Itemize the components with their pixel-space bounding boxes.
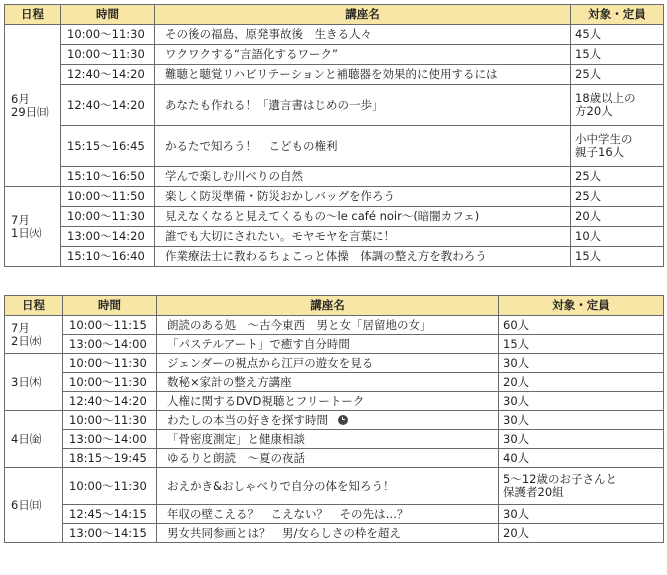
course-title-cell bbox=[157, 411, 499, 430]
time-cell: 10:00～11:30 bbox=[63, 354, 157, 373]
date-line: 1日㈫ bbox=[11, 225, 42, 240]
course-title-cell bbox=[155, 167, 571, 187]
time-cell: 12:40～14:20 bbox=[63, 392, 157, 411]
capacity-line: 20人 bbox=[503, 374, 530, 389]
course-title-cell bbox=[157, 505, 499, 524]
capacity-cell bbox=[499, 505, 664, 524]
date-cell bbox=[5, 354, 63, 411]
table-row bbox=[5, 25, 664, 45]
course-title: 「パステルアート」で癒す自分時間 bbox=[167, 336, 350, 351]
capacity-line: 10人 bbox=[575, 229, 602, 243]
capacity-cell bbox=[499, 468, 664, 505]
time-cell: 10:00～11:30 bbox=[63, 411, 157, 430]
course-title-cell bbox=[157, 468, 499, 505]
course-title: 数秘×家計の整え方講座 bbox=[167, 374, 292, 389]
capacity-cell bbox=[499, 316, 664, 335]
course-title-cell bbox=[155, 187, 571, 207]
capacity-line: 25人 bbox=[575, 169, 602, 183]
course-title: ジェンダーの視点から江戸の遊女を見る bbox=[167, 355, 374, 370]
table-row bbox=[5, 126, 664, 167]
course-title-cell bbox=[157, 449, 499, 468]
course-title: 男女共同参画とは？ 男/女らしさの枠を超え bbox=[167, 525, 401, 540]
course-title: おえかき&おしゃべりで自分の体を知ろう！ bbox=[167, 478, 395, 493]
capacity-line: 15人 bbox=[575, 249, 602, 263]
header-date: 日程 bbox=[5, 296, 63, 316]
capacity-line: 60人 bbox=[503, 317, 530, 332]
time-cell: 13:00～14:20 bbox=[61, 227, 155, 247]
table-row bbox=[5, 430, 664, 449]
course-title: 作業療法士に教わるちょこっと体操 体調の整え方を教わろう bbox=[165, 249, 487, 263]
time-cell: 10:00～11:30 bbox=[61, 207, 155, 227]
time-cell: 18:15～19:45 bbox=[63, 449, 157, 468]
course-title-cell bbox=[155, 85, 571, 126]
capacity-cell bbox=[571, 45, 664, 65]
header-capacity: 対象・定員 bbox=[571, 5, 664, 25]
time-cell: 12:40～14:20 bbox=[61, 65, 155, 85]
course-title-cell bbox=[157, 373, 499, 392]
capacity-line: 18歳以上の bbox=[575, 91, 636, 105]
table-row bbox=[5, 316, 664, 335]
table-row bbox=[5, 65, 664, 85]
course-title-cell bbox=[155, 25, 571, 45]
capacity-cell bbox=[571, 187, 664, 207]
course-title-cell bbox=[155, 227, 571, 247]
table-row bbox=[5, 392, 664, 411]
capacity-line: 小中学生の bbox=[575, 132, 633, 146]
capacity-cell bbox=[571, 247, 664, 267]
table-row bbox=[5, 167, 664, 187]
course-title: 誰でも大切にされたい。モヤモヤを言葉に！ bbox=[165, 229, 395, 243]
header-time: 時間 bbox=[63, 296, 157, 316]
course-title-cell bbox=[157, 524, 499, 543]
time-cell: 12:40～14:20 bbox=[61, 85, 155, 126]
date-line: 29日㈰ bbox=[11, 104, 49, 119]
capacity-cell bbox=[499, 524, 664, 543]
date-line: 6月 bbox=[11, 91, 30, 106]
time-cell: 10:00～11:15 bbox=[63, 316, 157, 335]
capacity-line: 15人 bbox=[575, 47, 602, 61]
table-row bbox=[5, 505, 664, 524]
date-line: 6日㈰ bbox=[11, 497, 42, 512]
capacity-line: 親子16人 bbox=[575, 145, 625, 159]
capacity-line: 20人 bbox=[503, 525, 530, 540]
time-cell: 10:00～11:50 bbox=[61, 187, 155, 207]
capacity-cell bbox=[499, 430, 664, 449]
capacity-cell bbox=[571, 227, 664, 247]
clock-icon bbox=[338, 415, 348, 425]
date-cell bbox=[5, 411, 63, 468]
table-row bbox=[5, 373, 664, 392]
course-title: あなたも作れる！「遺言書はじめの一歩」 bbox=[165, 97, 384, 112]
date-cell bbox=[5, 25, 61, 187]
table-row bbox=[5, 354, 664, 373]
table-row bbox=[5, 207, 664, 227]
course-title-cell bbox=[155, 126, 571, 167]
capacity-cell bbox=[571, 207, 664, 227]
course-title-cell bbox=[155, 247, 571, 267]
capacity-line: 25人 bbox=[575, 189, 602, 203]
capacity-cell bbox=[499, 449, 664, 468]
capacity-line: 30人 bbox=[503, 393, 530, 408]
capacity-cell bbox=[571, 126, 664, 167]
time-cell: 10:00～11:30 bbox=[61, 25, 155, 45]
table-row bbox=[5, 227, 664, 247]
course-title: 「骨密度測定」と健康相談 bbox=[167, 431, 305, 446]
capacity-line: 5～12歳のお子さんと bbox=[503, 472, 617, 486]
schedule-table-june-july1 bbox=[4, 4, 664, 267]
course-title: 楽しく防災準備・防災おかしバッグを作ろう bbox=[165, 189, 395, 203]
course-title-cell bbox=[157, 354, 499, 373]
date-line: 3日㈭ bbox=[11, 374, 42, 389]
course-title-cell bbox=[155, 45, 571, 65]
capacity-line: 30人 bbox=[503, 412, 530, 427]
course-title-cell bbox=[157, 392, 499, 411]
time-cell: 15:15～16:45 bbox=[61, 126, 155, 167]
course-title: ワクワクする“言語化するワーク” bbox=[165, 47, 338, 61]
course-title: ゆるりと朗読 ～夏の夜話 bbox=[167, 450, 305, 465]
course-title: 難聴と聴覚リハビリテーションと補聴器を効果的に使用するには bbox=[165, 67, 498, 81]
course-title-cell bbox=[155, 65, 571, 85]
time-cell: 13:00～14:15 bbox=[63, 524, 157, 543]
capacity-line: 方20人 bbox=[575, 104, 613, 118]
capacity-cell bbox=[499, 373, 664, 392]
course-title: 朗読のある処 ～古今東西 男と女「居留地の女」 bbox=[167, 317, 432, 332]
table-row bbox=[5, 247, 664, 267]
table-row bbox=[5, 187, 664, 207]
header-title: 講座名 bbox=[155, 5, 571, 25]
table-body bbox=[5, 25, 664, 267]
capacity-cell bbox=[571, 65, 664, 85]
course-title: 年収の壁こえる？ こえない？ その先は…？ bbox=[167, 506, 409, 521]
table-row bbox=[5, 524, 664, 543]
header-date: 日程 bbox=[5, 5, 61, 25]
table-row bbox=[5, 335, 664, 354]
time-cell: 10:00～11:30 bbox=[61, 45, 155, 65]
capacity-line: 25人 bbox=[575, 67, 602, 81]
table-row bbox=[5, 468, 664, 505]
table-header-row bbox=[5, 296, 664, 316]
course-title: その後の福島、原発事故後 生きる人々 bbox=[165, 27, 372, 41]
table-header-row bbox=[5, 5, 664, 25]
header-title: 講座名 bbox=[157, 296, 499, 316]
date-cell bbox=[5, 316, 63, 354]
table-row bbox=[5, 85, 664, 126]
date-line: 7月 bbox=[11, 212, 30, 227]
course-title: 人権に関するDVD視聴とフリートーク bbox=[167, 393, 365, 408]
course-title-cell bbox=[155, 207, 571, 227]
capacity-cell bbox=[499, 354, 664, 373]
capacity-line: 40人 bbox=[503, 450, 530, 465]
course-title: わたしの本当の好きを探す時間 bbox=[167, 412, 328, 427]
time-cell: 15:10～16:50 bbox=[61, 167, 155, 187]
capacity-cell bbox=[571, 85, 664, 126]
date-line: 2日㈬ bbox=[11, 333, 42, 348]
time-cell: 13:00～14:00 bbox=[63, 335, 157, 354]
table-row bbox=[5, 411, 664, 430]
course-title: かるたで知ろう！ こどもの権利 bbox=[165, 138, 338, 153]
course-title-cell bbox=[157, 335, 499, 354]
table-row bbox=[5, 449, 664, 468]
time-cell: 12:45～14:15 bbox=[63, 505, 157, 524]
date-cell bbox=[5, 187, 61, 267]
header-time: 時間 bbox=[61, 5, 155, 25]
course-title-cell bbox=[157, 430, 499, 449]
capacity-line: 15人 bbox=[503, 336, 530, 351]
capacity-line: 30人 bbox=[503, 506, 530, 521]
capacity-line: 30人 bbox=[503, 431, 530, 446]
course-title: 学んで楽しむ川べりの自然 bbox=[165, 169, 303, 183]
table-row bbox=[5, 45, 664, 65]
course-title: 見えなくなると見えてくるもの～le café noir～(暗闇カフェ) bbox=[165, 209, 480, 223]
capacity-line: 45人 bbox=[575, 27, 602, 41]
date-line: 7月 bbox=[11, 320, 30, 335]
capacity-cell bbox=[499, 411, 664, 430]
date-cell bbox=[5, 468, 63, 543]
capacity-cell bbox=[499, 335, 664, 354]
schedule-table-july2-6 bbox=[4, 295, 664, 543]
table-body bbox=[5, 316, 664, 543]
capacity-line: 保護者20組 bbox=[503, 485, 564, 499]
time-cell: 13:00～14:00 bbox=[63, 430, 157, 449]
date-line: 4日㈮ bbox=[11, 431, 42, 446]
header-capacity: 対象・定員 bbox=[499, 296, 664, 316]
time-cell: 10:00～11:30 bbox=[63, 373, 157, 392]
capacity-cell bbox=[571, 25, 664, 45]
time-cell: 10:00～11:30 bbox=[63, 468, 157, 505]
time-cell: 15:10～16:40 bbox=[61, 247, 155, 267]
capacity-cell bbox=[571, 167, 664, 187]
course-title-cell bbox=[157, 316, 499, 335]
capacity-line: 30人 bbox=[503, 355, 530, 370]
capacity-line: 20人 bbox=[575, 209, 602, 223]
capacity-cell bbox=[499, 392, 664, 411]
